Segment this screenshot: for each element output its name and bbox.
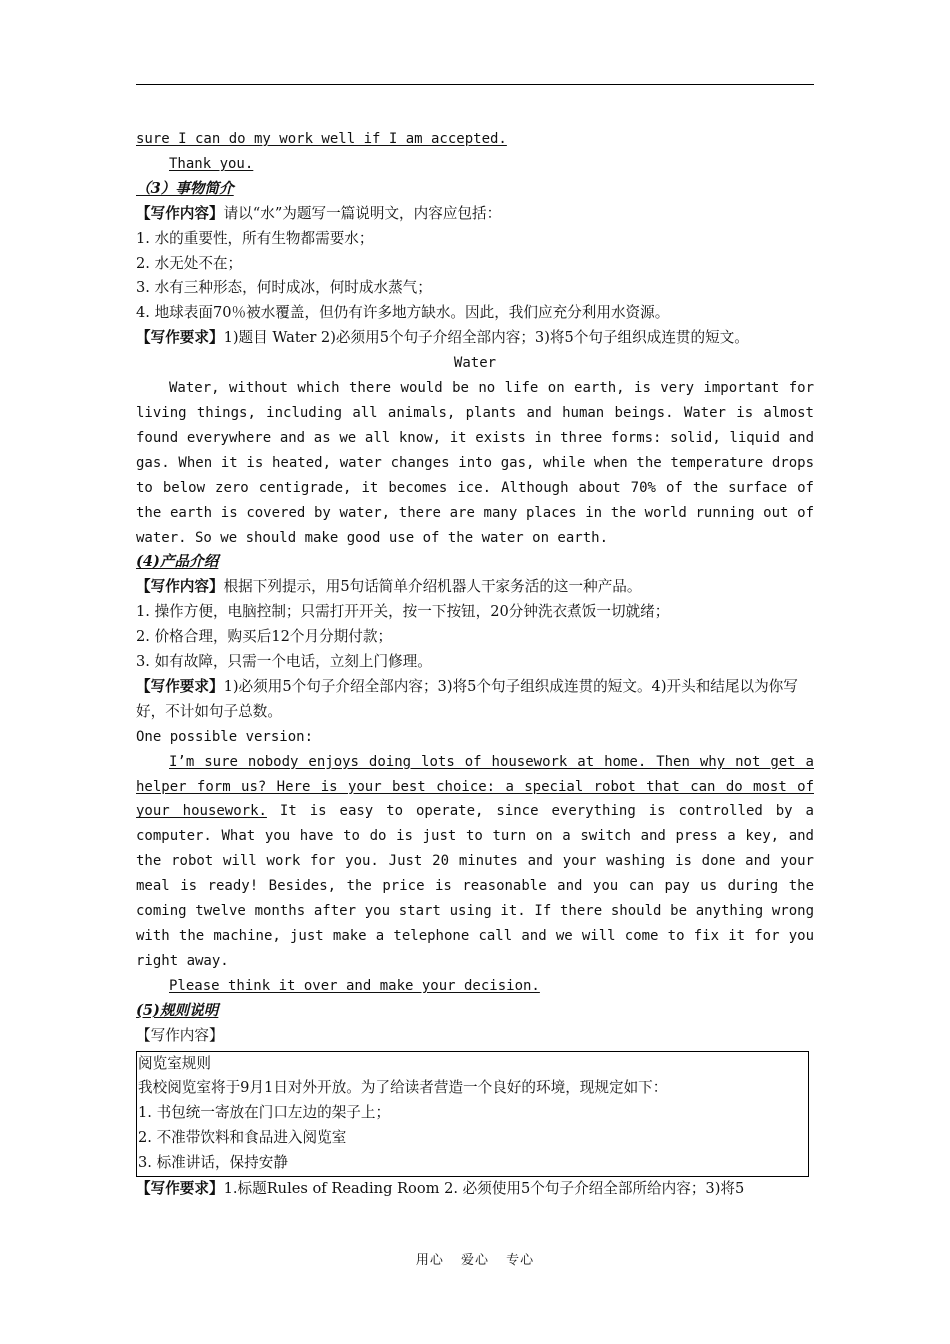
rules-box-line: 我校阅览室将于9月1日对外开放。为了给读者营造一个良好的环境，现规定如下：	[138, 1079, 668, 1097]
section-3-heading: （3）事物简介	[136, 179, 234, 197]
robot-essay-underlined: I’m sure nobody enjoys doing lots of housework at home. Then why not get a helper form us? Here is your best choice: a special robot that can do most of your housework.	[136, 753, 814, 820]
footer-word: 爱心	[460, 1253, 489, 1268]
section-3-item: 3. 水有三种形态，何时成冰，何时成水蒸气；	[136, 279, 432, 297]
rules-box-line: 1. 书包统一寄放在门口左边的架子上；	[138, 1104, 391, 1122]
thanks-line: Thank you.	[169, 155, 254, 172]
robot-essay-body: It is easy to operate, since everything is controlled by a computer. What you have to do is just to turn on a switch and press a key, and the robot will work for you. Just 20 minutes and your washing is done and your meal is ready! Besides, the price is reasonable and you can pay us during the coming twelve months after you start using it. If there should be anything wrong with the machine, just make a telephone call and we will come to fix it for you right away.	[136, 803, 814, 969]
header-rule	[136, 84, 814, 85]
water-essay: Water, without which there would be no life on earth, is very important for living things, including all animals, plants and human beings. Water is almost found everywhere and as we all know, it exists in three forms: solid, liquid and gas. When it is heated, water changes into gas, while when the temperature drops to below zero centigrade, it becomes ice. Although about 70% of the surface of the earth is covered by water, there are many places in the world running out of water. So we should make good use of the water on earth.	[136, 380, 814, 546]
section-4-item: 2. 价格合理，购买后12个月分期付款；	[136, 628, 393, 646]
section-4-requirements: 【写作要求】1)必须用5个句子介绍全部内容；3)将5个句子组织成连贯的短文。4)开头和结尾以为你写好，不计如句子总数。	[136, 677, 798, 720]
section-4-item: 1. 操作方便，电脑控制；只需打开开关，按一下按钮，20分钟洗衣煮饭一切就绪；	[136, 603, 670, 621]
section-3-requirements: 【写作要求】1)题目 Water 2)必须用5个句子介绍全部内容；3)将5个句子组织成连贯的短文。	[136, 329, 749, 347]
section-3-item: 2. 水无处不在；	[136, 254, 243, 272]
section-4-heading: (4)产品介绍	[136, 553, 219, 571]
rules-box-line: 阅览室规则	[138, 1054, 211, 1072]
section-5-content: 【写作内容】	[136, 1026, 224, 1044]
robot-essay	[136, 750, 814, 974]
rules-box-line: 2. 不准带饮料和食品进入阅览室	[138, 1129, 347, 1147]
essay-title: Water	[453, 355, 497, 372]
section-5-requirements: 【写作要求】1.标题Rules of Reading Room 2. 必须使用5个句子介绍全部所给内容；3)将5	[136, 1180, 745, 1198]
reading-room-rules-box	[136, 1051, 809, 1178]
document-body	[136, 127, 814, 1202]
section-5-heading: (5)规则说明	[136, 1001, 219, 1019]
section-4-content: 【写作内容】根据下列提示，用5句话简单介绍机器人干家务活的这一种产品。	[136, 578, 642, 596]
page-footer	[0, 1249, 950, 1268]
section-3-item: 1. 水的重要性，所有生物都需要水；	[136, 229, 374, 247]
section-3-content: 【写作内容】请以“水”为题写一篇说明文，内容应包括：	[136, 204, 502, 222]
possible-version-label: One possible version:	[136, 728, 314, 745]
rules-box-line: 3. 标准讲话，保持安静	[138, 1154, 288, 1172]
letter-closing-line: sure I can do my work well if I am accepted.	[136, 131, 507, 147]
footer-word: 专心	[506, 1253, 535, 1268]
section-3-item: 4. 地球表面70％被水覆盖，但仍有许多地方缺水。因此，我们应充分利用水资源。	[136, 304, 670, 322]
footer-word: 用心	[415, 1253, 444, 1268]
robot-essay-closing: Please think it over and make your decision.	[169, 977, 540, 994]
section-4-item: 3. 如有故障，只需一个电话，立刻上门修理。	[136, 653, 432, 671]
